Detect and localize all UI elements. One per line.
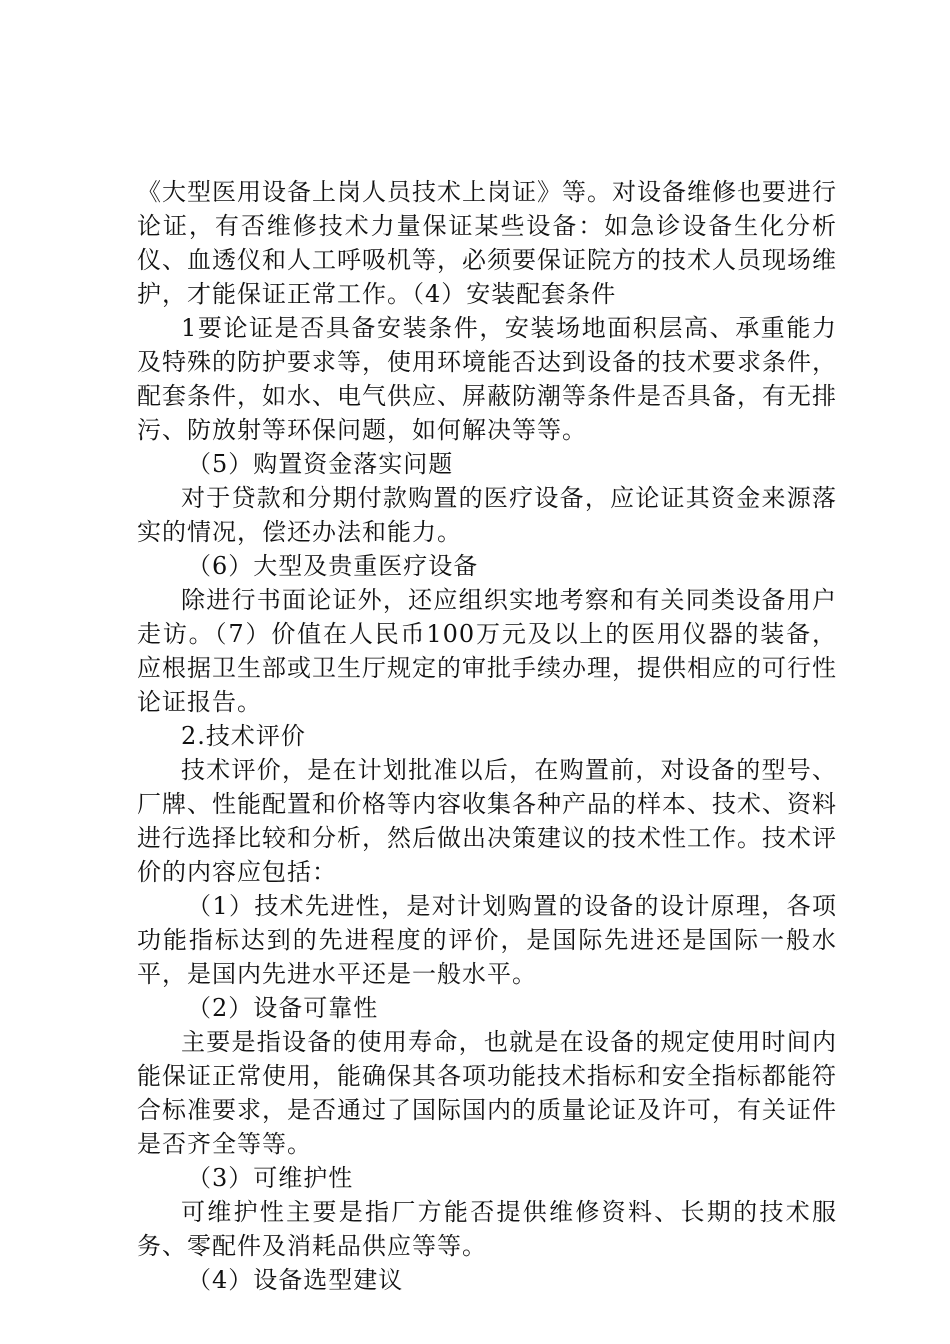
- paragraph-large-equipment: 除进行书面论证外，还应组织实地考察和有关同类设备用户走访。（7）价值在人民币100万元及以上的医用仪器的装备，应根据卫生部或卫生厅规定的审批手续办理，提供相应的可行性论证报告。: [137, 586, 837, 716]
- document-body: [137, 175, 837, 1297]
- paragraph-reliability: 主要是指设备的使用寿命，也就是在设备的规定使用时间内能保证正常使用，能确保其各项功能技术指标和安全指标都能符合标准要求，是否通过了国际国内的质量论证及许可，有关证件是否齐全等等。: [137, 1028, 837, 1158]
- heading-technical-evaluation: 2.技术评价: [181, 722, 306, 750]
- paragraph-installation-conditions: 1要论证是否具备安装条件，安装场地面积层高、承重能力及特殊的防护要求等，使用环境能否达到设备的技术要求条件，配套条件，如水、电气供应、屏蔽防潮等条件是否具备，有无排污、防放射等环保问题，如何解决等等。: [137, 314, 837, 444]
- paragraph-funding: 对于贷款和分期付款购置的医疗设备，应论证其资金来源落实的情况，偿还办法和能力。: [137, 484, 837, 546]
- heading-maintainability: （3）可维护性: [187, 1164, 354, 1192]
- heading-large-equipment: （6）大型及贵重医疗设备: [187, 552, 479, 580]
- paragraph-technical-advancement: （1）技术先进性，是对计划购置的设备的设计原理，各项功能指标达到的先进程度的评价，是国际先进还是国际一般水平，是国内先进水平还是一般水平。: [137, 892, 837, 988]
- heading-reliability: （2）设备可靠性: [187, 994, 379, 1022]
- heading-selection-advice: （4）设备选型建议: [187, 1266, 404, 1294]
- heading-funding: （5）购置资金落实问题: [187, 450, 454, 478]
- paragraph-certification-maintenance: 《大型医用设备上岗人员技术上岗证》等。对设备维修也要进行论证，有否维修技术力量保证某些设备：如急诊设备生化分析仪、血透仪和人工呼吸机等，必须要保证院方的技术人员现场维护，才能保证正常工作。（4）安装配套条件: [137, 178, 837, 308]
- paragraph-maintainability: 可维护性主要是指厂方能否提供维修资料、长期的技术服务、零配件及消耗品供应等等。: [137, 1198, 837, 1260]
- paragraph-technical-evaluation: 技术评价，是在计划批准以后，在购置前，对设备的型号、厂牌、性能配置和价格等内容收集各种产品的样本、技术、资料进行选择比较和分析，然后做出决策建议的技术性工作。技术评价的内容应包括：: [137, 756, 837, 886]
